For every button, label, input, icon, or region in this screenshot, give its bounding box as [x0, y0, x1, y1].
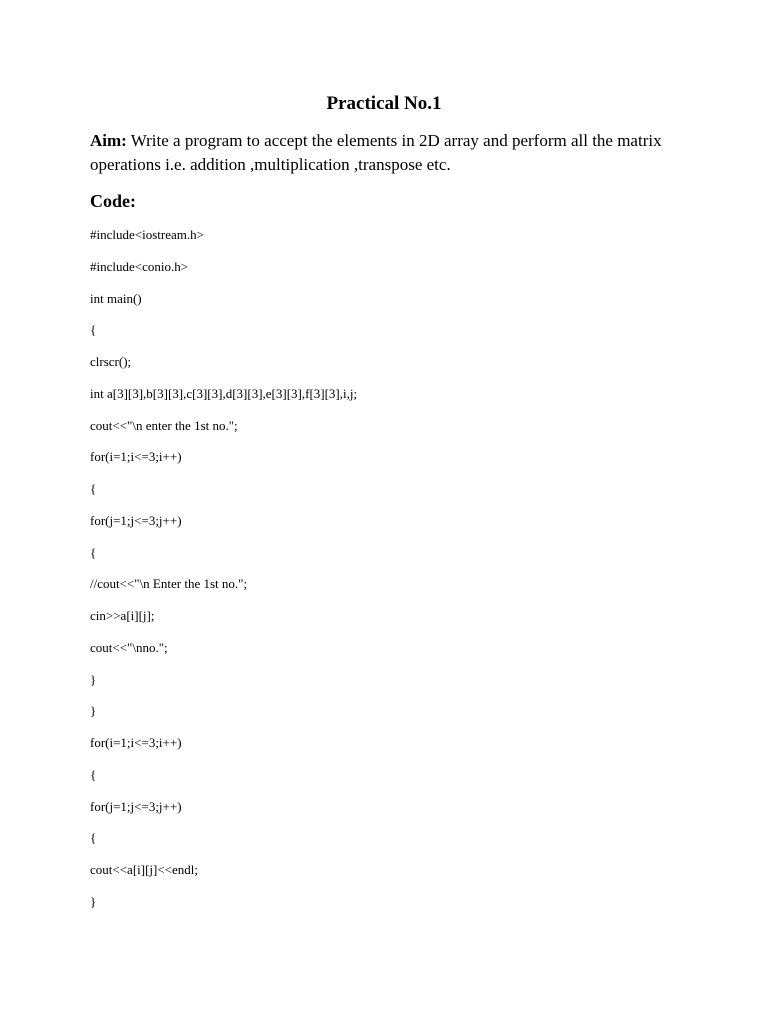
- code-line: for(i=1;i<=3;i++): [90, 449, 182, 465]
- code-line: {: [90, 481, 97, 496]
- code-line: clrscr();: [90, 354, 132, 369]
- code-line: for(i=1;i<=3;i++): [90, 735, 182, 750]
- code-line: }: [90, 893, 97, 909]
- aim-paragraph: [90, 129, 690, 177]
- aim-label: Aim:: [90, 131, 127, 150]
- code-line: {: [90, 766, 97, 782]
- code-line: for(j=1;j<=3;j++): [90, 512, 182, 528]
- page-title: Practical No.1: [326, 93, 442, 114]
- code-line: {: [90, 322, 97, 338]
- code-line: cout<<a[i][j]<<endl;: [90, 862, 199, 877]
- code-line: #include<conio.h>: [90, 258, 189, 274]
- code-line: }: [90, 703, 97, 719]
- code-line: {: [90, 830, 97, 846]
- code-line: }: [90, 671, 97, 687]
- code-line: int a[3][3],b[3][3],c[3][3],d[3][3],e[3][3],f[3][3],i,j;: [90, 385, 358, 401]
- code-line: {: [90, 544, 97, 560]
- code-line: cout<<"\nno.";: [90, 639, 168, 655]
- code-line: //cout<<"\n Enter the 1st no.";: [90, 576, 248, 592]
- code-line: cout<<"\n enter the 1st no.";: [90, 417, 238, 433]
- code-line: cin>>a[i][j];: [90, 608, 155, 623]
- code-line: int main(): [90, 290, 142, 306]
- code-block: [90, 226, 357, 925]
- code-line: for(j=1;j<=3;j++): [90, 798, 182, 814]
- code-line: #include<iostream.h>: [90, 227, 204, 242]
- code-heading: Code:: [90, 191, 136, 211]
- aim-text: Write a program to accept the elements in 2D array and perform all the matrix operations i.e. addition ,multiplication ,transpose etc.: [90, 131, 662, 174]
